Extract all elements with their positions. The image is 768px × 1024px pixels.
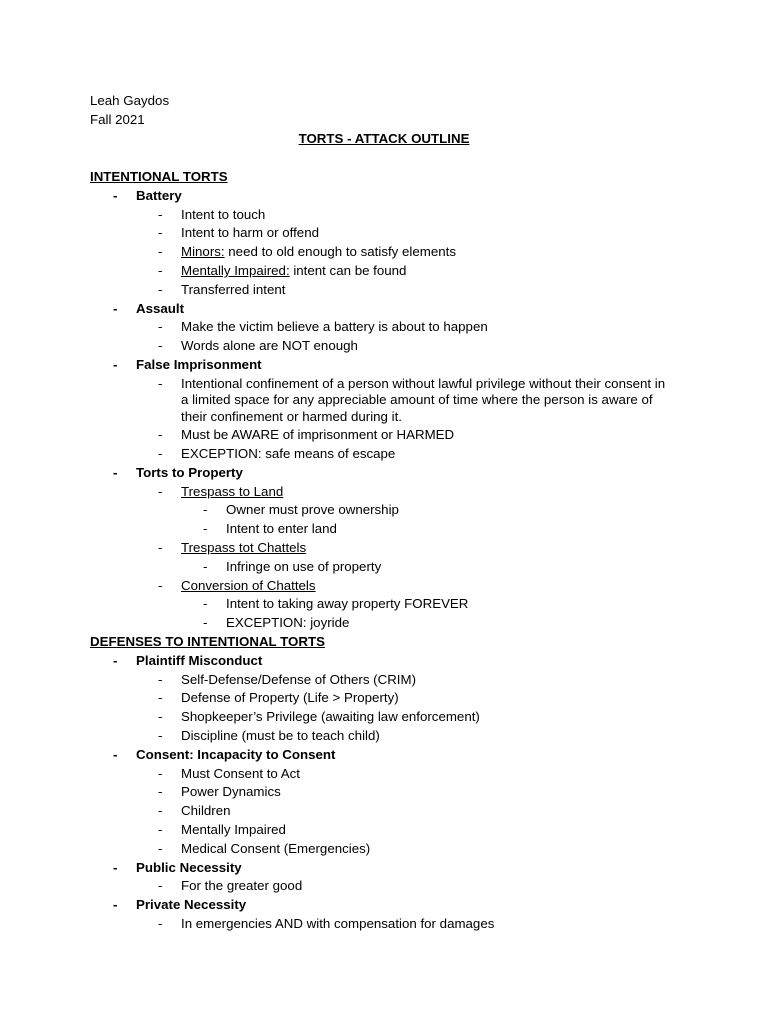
subpoint-item <box>0 501 768 520</box>
bullet-dash: - <box>158 878 163 894</box>
subpoint-text: Owner must prove ownership <box>226 502 399 518</box>
point-item <box>0 577 768 596</box>
bullet-dash: - <box>158 244 163 260</box>
point-text: For the greater good <box>181 878 303 894</box>
point-lead: Minors: <box>181 244 225 260</box>
point-body <box>181 578 316 593</box>
point-text: Transferred intent <box>181 281 286 297</box>
topic-label: Assault <box>136 300 185 316</box>
subpoint-text: Infringe on use of property <box>226 558 382 574</box>
point-item <box>0 281 768 300</box>
point-body <box>181 672 416 687</box>
bullet-dash: - <box>158 225 163 241</box>
point-text: Medical Consent (Emergencies) <box>181 840 371 856</box>
point-text: Must Consent to Act <box>181 765 300 781</box>
point-body <box>181 338 358 353</box>
bullet-dash: - <box>113 859 118 875</box>
point-lead: Conversion of Chattels <box>181 577 316 593</box>
bullet-dash: - <box>158 840 163 856</box>
point-body <box>181 244 456 259</box>
bullet-dash: - <box>158 446 163 462</box>
point-item <box>0 671 768 690</box>
point-body <box>181 207 265 222</box>
bullet-dash: - <box>158 540 163 556</box>
bullet-dash: - <box>158 577 163 593</box>
bullet-dash: - <box>203 502 208 518</box>
bullet-dash: - <box>158 206 163 222</box>
topic-label: Private Necessity <box>136 897 247 913</box>
section-heading: DEFENSES TO INTENTIONAL TORTS <box>90 634 325 650</box>
point-text: Discipline (must be to teach child) <box>181 728 380 744</box>
point-text: Intent to touch <box>181 206 266 222</box>
bullet-dash: - <box>158 765 163 781</box>
bullet-dash: - <box>158 728 163 744</box>
point-item <box>0 877 768 896</box>
point-item <box>0 337 768 356</box>
point-text: EXCEPTION: safe means of escape <box>181 446 396 462</box>
point-item <box>0 375 768 427</box>
point-body <box>181 784 281 799</box>
bullet-dash: - <box>158 427 163 443</box>
bullet-dash: - <box>158 338 163 354</box>
point-text: Make the victim believe a battery is about to happen <box>181 319 488 335</box>
bullet-dash: - <box>158 281 163 297</box>
point-body <box>181 319 488 334</box>
point-text: need to old enough to satisfy elements <box>224 244 456 260</box>
topic-label: Public Necessity <box>136 859 242 875</box>
point-lead: Trespass tot Chattels <box>181 540 307 556</box>
point-text: Intentional confinement of a person without lawful privilege without their consent in a limited space for any appreciable amount of time where the person is aware of their confinement or harmed during it. <box>181 375 666 424</box>
point-item <box>0 783 768 802</box>
subpoint-item <box>0 614 768 633</box>
point-text: Must be AWARE of imprisonment or HARMED <box>181 427 455 443</box>
bullet-dash: - <box>158 319 163 335</box>
bullet-dash: - <box>113 746 118 762</box>
point-body <box>181 263 406 278</box>
point-body <box>181 225 319 240</box>
point-body <box>181 841 370 856</box>
point-item <box>0 445 768 464</box>
bullet-dash: - <box>158 915 163 931</box>
outline-body <box>0 168 768 934</box>
topic-item <box>0 187 768 206</box>
point-text: Words alone are NOT enough <box>181 338 358 354</box>
bullet-dash: - <box>158 483 163 499</box>
subpoint-item <box>0 558 768 577</box>
topic-item <box>0 896 768 915</box>
point-item <box>0 206 768 225</box>
topic-label: Plaintiff Misconduct <box>136 652 263 668</box>
bullet-dash: - <box>203 521 208 537</box>
point-text: Shopkeeper’s Privilege (awaiting law enforcement) <box>181 709 480 725</box>
point-item <box>0 426 768 445</box>
bullet-dash: - <box>158 375 163 391</box>
topic-item <box>0 300 768 319</box>
point-body <box>181 916 494 931</box>
topic-item <box>0 746 768 765</box>
point-item <box>0 765 768 784</box>
subpoint-text: Intent to taking away property FOREVER <box>226 596 469 612</box>
point-body <box>181 728 380 743</box>
point-body <box>181 803 231 818</box>
point-item <box>0 821 768 840</box>
point-item <box>0 840 768 859</box>
topic-label: Battery <box>136 187 182 203</box>
topic-item <box>0 652 768 671</box>
point-body <box>181 446 395 461</box>
point-item <box>0 262 768 281</box>
bullet-dash: - <box>158 709 163 725</box>
point-item <box>0 243 768 262</box>
point-item <box>0 915 768 934</box>
point-body <box>181 427 454 442</box>
topic-label: Torts to Property <box>136 464 243 480</box>
point-lead: Trespass to Land <box>181 483 284 499</box>
bullet-dash: - <box>158 784 163 800</box>
section-heading: INTENTIONAL TORTS <box>90 169 228 184</box>
topic-item <box>0 356 768 375</box>
point-text: intent can be found <box>289 262 407 278</box>
point-body <box>181 484 283 499</box>
point-text: Power Dynamics <box>181 784 281 800</box>
point-text: Defense of Property (Life > Property) <box>181 690 399 706</box>
point-item <box>0 802 768 821</box>
bullet-dash: - <box>158 822 163 837</box>
bullet-dash: - <box>113 187 118 203</box>
point-text: Mentally Impaired <box>181 822 286 837</box>
point-item <box>0 708 768 727</box>
point-item <box>0 539 768 558</box>
bullet-dash: - <box>113 300 118 316</box>
subpoint-text: Intent to enter land <box>226 521 337 537</box>
bullet-dash: - <box>203 596 208 612</box>
point-text: Children <box>181 803 231 819</box>
point-body <box>181 690 399 705</box>
term-label: Fall 2021 <box>90 112 145 127</box>
bullet-dash: - <box>158 803 163 819</box>
point-item <box>0 224 768 243</box>
point-item <box>0 318 768 337</box>
bullet-dash: - <box>113 356 118 372</box>
bullet-dash: - <box>113 652 118 668</box>
bullet-dash: - <box>203 615 208 631</box>
subpoint-item <box>0 595 768 614</box>
bullet-dash: - <box>158 262 163 278</box>
point-body <box>181 878 302 893</box>
bullet-dash: - <box>203 558 208 574</box>
bullet-dash: - <box>158 671 163 687</box>
subpoint-text: EXCEPTION: joyride <box>226 615 350 631</box>
document-title: TORTS - ATTACK OUTLINE <box>298 131 470 146</box>
point-body <box>181 282 285 297</box>
point-text: Self-Defense/Defense of Others (CRIM) <box>181 671 416 687</box>
point-item <box>0 727 768 746</box>
subpoint-item <box>0 520 768 539</box>
point-lead: Mentally Impaired: <box>181 262 290 278</box>
point-text: In emergencies AND with compensation for damages <box>181 915 495 931</box>
point-body <box>181 540 306 555</box>
point-body <box>181 376 665 424</box>
topic-label: False Imprisonment <box>136 356 262 372</box>
topic-item <box>0 859 768 878</box>
topic-item <box>0 464 768 483</box>
point-text: Intent to harm or offend <box>181 225 319 241</box>
point-item <box>0 689 768 708</box>
point-body <box>181 766 300 781</box>
topic-label: Consent: Incapacity to Consent <box>136 746 336 762</box>
author-name: Leah Gaydos <box>90 93 170 108</box>
point-body <box>181 709 480 724</box>
bullet-dash: - <box>113 897 118 913</box>
point-item <box>0 483 768 502</box>
bullet-dash: - <box>113 464 118 480</box>
bullet-dash: - <box>158 690 163 706</box>
point-body <box>181 822 286 837</box>
